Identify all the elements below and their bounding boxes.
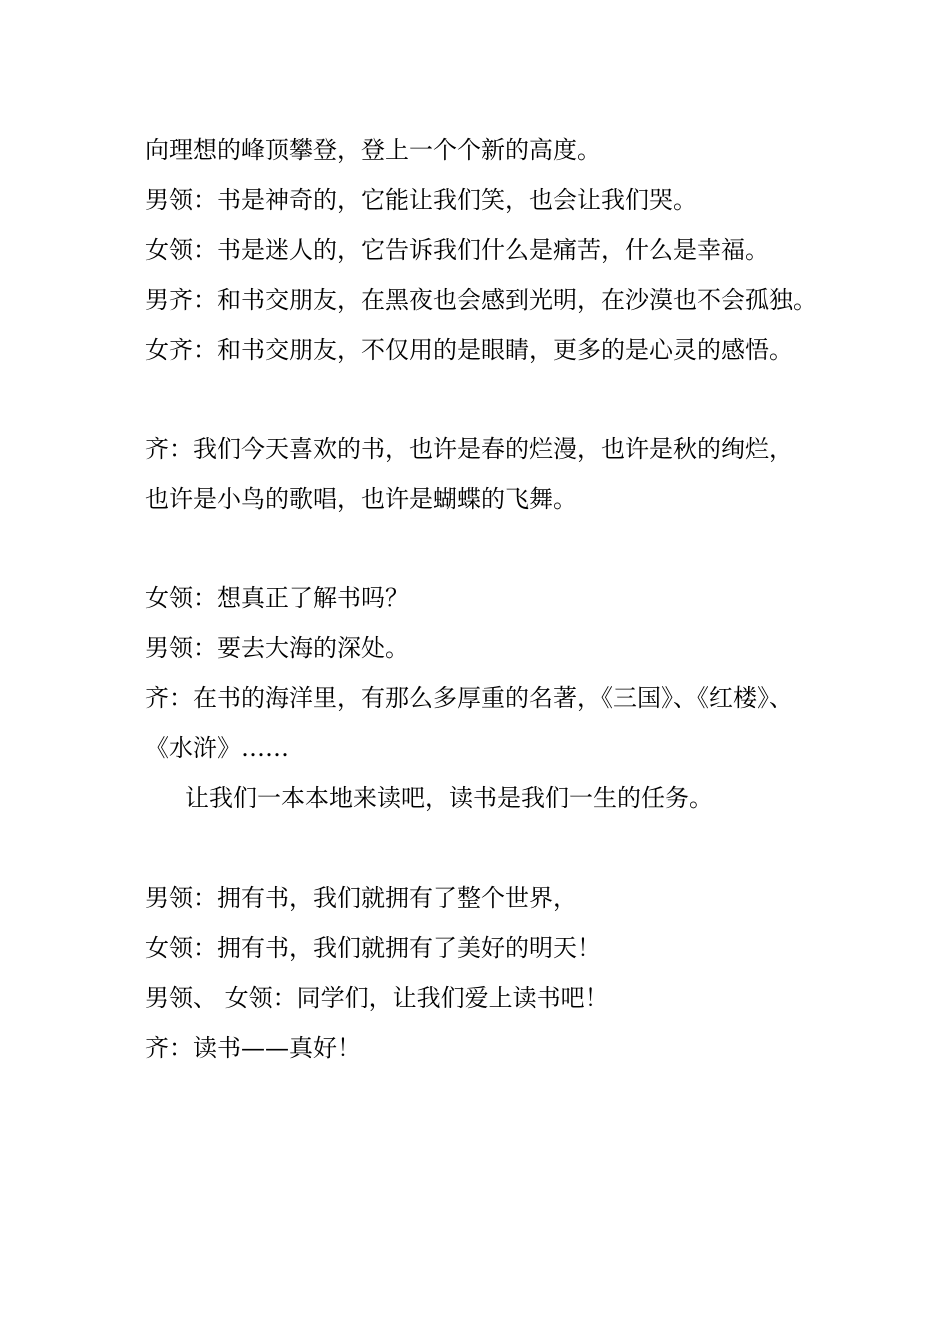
text-line: 女领：想真正了解书吗？ xyxy=(145,584,409,612)
text-line: 男领：要去大海的深处。 xyxy=(145,634,409,662)
text-line: 女领：书是迷人的，它告诉我们什么是痛苦，什么是幸福。 xyxy=(145,236,769,264)
text-line: 也许是小鸟的歌唱，也许是蝴蝶的飞舞。 xyxy=(145,485,577,513)
text-line: 女领：拥有书，我们就拥有了美好的明天！ xyxy=(145,934,601,962)
text-line: 男齐：和书交朋友，在黑夜也会感到光明，在沙漠也不会孤独。 xyxy=(145,286,817,314)
text-line: 女齐：和书交朋友，不仅用的是眼睛，更多的是心灵的感悟。 xyxy=(145,336,793,364)
text-line: 《水浒》…… xyxy=(145,734,289,762)
text-line: 男领：拥有书，我们就拥有了整个世界， xyxy=(145,884,577,912)
text-line: 男领、 女领：同学们，让我们爱上读书吧！ xyxy=(145,984,609,1012)
text-line: 齐：在书的海洋里，有那么多厚重的名著，《三国》、《红楼》、 xyxy=(145,684,793,712)
text-line: 男领：书是神奇的，它能让我们笑，也会让我们哭。 xyxy=(145,186,697,214)
text-line: 齐：我们今天喜欢的书，也许是春的烂漫，也许是秋的绚烂， xyxy=(145,435,793,463)
text-line: 让我们一本本地来读吧，读书是我们一生的任务。 xyxy=(185,784,713,812)
text-line: 向理想的峰顶攀登，登上一个个新的高度。 xyxy=(145,136,601,164)
text-line: 齐：读书——真好！ xyxy=(145,1034,361,1062)
